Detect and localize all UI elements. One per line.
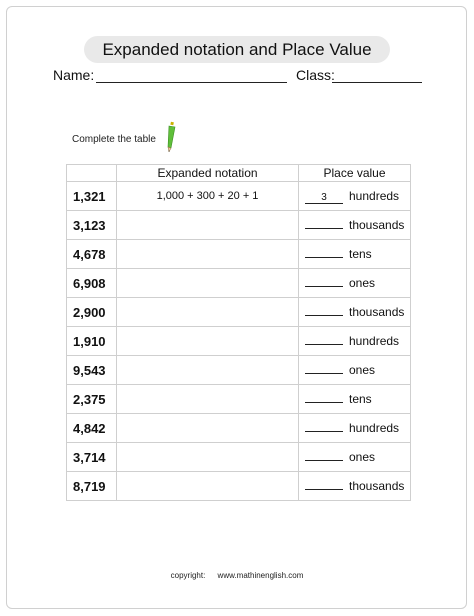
place-word: ones [349, 363, 376, 377]
copyright-label: copyright: [170, 571, 206, 580]
place-value-cell [299, 356, 411, 385]
worksheet-title [84, 36, 390, 63]
number-cell: 3,123 [67, 211, 117, 240]
answer-blank[interactable] [305, 431, 343, 432]
pencil-icon [164, 121, 178, 153]
expanded-cell[interactable] [117, 414, 299, 443]
place-value-cell [299, 385, 411, 414]
expanded-cell[interactable] [117, 240, 299, 269]
number-cell: 6,908 [67, 269, 117, 298]
website-link[interactable]: www.mathinenglish.com [217, 571, 304, 580]
number-cell: 2,900 [67, 298, 117, 327]
table-row [67, 298, 411, 327]
answer-blank[interactable] [305, 315, 343, 316]
instruction-text: Complete the table [72, 134, 156, 145]
place-word: tens [349, 247, 372, 261]
number-cell: 8,719 [67, 472, 117, 501]
place-value-cell [299, 327, 411, 356]
table-row [67, 414, 411, 443]
table-row [67, 211, 411, 240]
place-value-cell [299, 182, 411, 211]
answer-blank[interactable] [305, 344, 343, 345]
place-value-cell [299, 211, 411, 240]
answer-blank[interactable] [305, 402, 343, 403]
header-expanded-notation: Expanded notation [117, 165, 299, 182]
number-cell: 4,842 [67, 414, 117, 443]
table-row [67, 240, 411, 269]
worksheet-title-text: Expanded notation and Place Value [102, 40, 372, 59]
place-word: tens [349, 392, 372, 406]
table-row [67, 269, 411, 298]
expanded-cell[interactable] [117, 472, 299, 501]
answer-blank[interactable] [305, 228, 343, 229]
answer-blank[interactable] [305, 286, 343, 287]
number-cell: 2,375 [67, 385, 117, 414]
table-header-row [67, 165, 411, 182]
expanded-cell[interactable] [117, 298, 299, 327]
place-value-table [66, 164, 411, 501]
place-word: hundreds [349, 334, 400, 348]
place-word: thousands [349, 305, 405, 319]
expanded-cell[interactable] [117, 356, 299, 385]
place-value-cell [299, 443, 411, 472]
expanded-cell[interactable] [117, 211, 299, 240]
place-word: hundreds [349, 188, 400, 203]
place-value-cell [299, 472, 411, 501]
place-word: ones [349, 450, 376, 464]
class-field[interactable] [332, 82, 422, 83]
answer-blank[interactable]: 3 [305, 192, 343, 204]
place-value-cell [299, 298, 411, 327]
place-value-cell [299, 240, 411, 269]
table-row [67, 182, 411, 211]
expanded-cell[interactable] [117, 385, 299, 414]
place-word: thousands [349, 218, 405, 232]
expanded-cell[interactable] [117, 327, 299, 356]
class-label: Class: [296, 67, 335, 83]
table-row [67, 356, 411, 385]
table-row [67, 385, 411, 414]
number-cell: 1,321 [67, 182, 117, 211]
name-field[interactable] [96, 82, 287, 83]
place-value-cell [299, 269, 411, 298]
footer [0, 571, 474, 580]
header-number [67, 165, 117, 182]
name-label: Name: [53, 67, 95, 83]
table-row [67, 472, 411, 501]
answer-blank[interactable] [305, 460, 343, 461]
place-word: thousands [349, 479, 405, 493]
header-place-value: Place value [299, 165, 411, 182]
expanded-cell[interactable] [117, 269, 299, 298]
table-row [67, 327, 411, 356]
place-value-cell [299, 414, 411, 443]
name-class-row [53, 67, 433, 87]
answer-blank[interactable] [305, 373, 343, 374]
answer-blank[interactable] [305, 257, 343, 258]
number-cell: 3,714 [67, 443, 117, 472]
number-cell: 9,543 [67, 356, 117, 385]
table-row [67, 443, 411, 472]
expanded-cell[interactable] [117, 443, 299, 472]
number-cell: 1,910 [67, 327, 117, 356]
number-cell: 4,678 [67, 240, 117, 269]
expanded-cell[interactable]: 1,000 + 300 + 20 + 1 [117, 182, 299, 211]
place-word: ones [349, 276, 376, 290]
answer-blank[interactable] [305, 489, 343, 490]
place-word: hundreds [349, 421, 400, 435]
